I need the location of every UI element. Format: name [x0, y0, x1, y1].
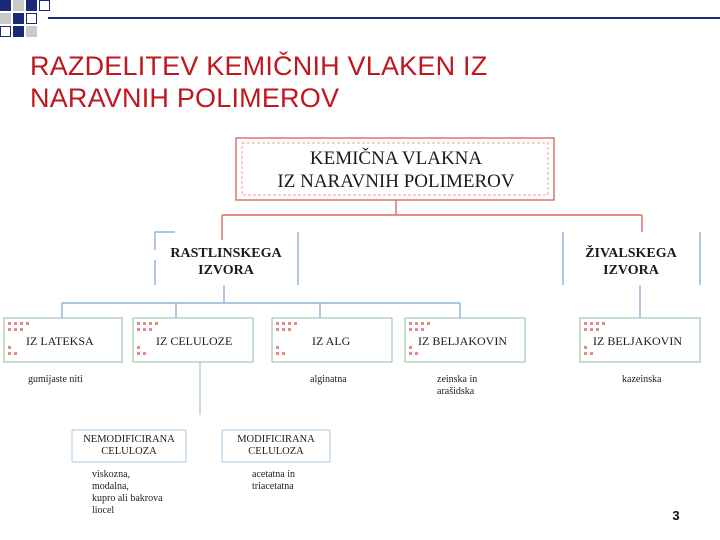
level1-label-plant-line1: RASTLINSKEGA: [170, 246, 282, 261]
level3-label-modified: [222, 434, 330, 458]
level3-label-modified-line1: MODIFICIRANA: [237, 434, 315, 445]
level3-label-unmodified-line1: NEMODIFICIRANA: [83, 434, 175, 445]
level3-label-unmodified-line2: CELULOZA: [101, 446, 157, 457]
note-latex: gumijaste niti: [28, 374, 83, 385]
page-number: 3: [672, 508, 680, 523]
note-unmodified-line2: modalna,: [92, 481, 129, 492]
level3-label-modified-line2: CELULOZA: [248, 446, 304, 457]
root-label-line1: KEMIČNA VLAKNA: [309, 148, 483, 169]
level2-label-protein-animal: IZ BELJAKOVIN: [593, 334, 682, 348]
note-unmodified: [92, 469, 163, 517]
level1-label-plant-line2: IZVORA: [198, 263, 254, 278]
note-unmodified-line1: viskozna,: [92, 469, 131, 480]
level1-label-animal: [560, 245, 702, 279]
level1-label-plant: [150, 245, 302, 279]
note-modified-line1: acetatna in: [252, 469, 296, 480]
level2-label-latex: IZ LATEKSA: [26, 334, 94, 348]
note-unmodified-line4: liocel: [92, 505, 115, 516]
level1-label-animal-line2: IZVORA: [603, 263, 659, 278]
level1-label-animal-line1: ŽIVALSKEGA: [585, 246, 677, 261]
note-unmodified-line3: kupro ali bakrova: [92, 493, 163, 504]
note-protein-plant-line2: arašidska: [437, 386, 475, 397]
root-connectors: [222, 200, 642, 240]
level2-label-algae: IZ ALG: [312, 334, 351, 348]
note-modified: [252, 469, 295, 493]
slide-title-line2: NARAVNIH POLIMEROV: [30, 83, 340, 113]
note-protein-plant: [437, 374, 477, 398]
level2-label-cellulose: IZ CELULOZE: [156, 334, 233, 348]
slide-title-line1: RAZDELITEV KEMIČNIH VLAKEN IZ: [30, 51, 488, 81]
note-protein-animal: kazeinska: [622, 374, 662, 385]
note-algae: alginatna: [310, 374, 347, 385]
root-label: [240, 147, 552, 193]
root-label-line2: IZ NARAVNIH POLIMEROV: [277, 171, 515, 192]
level3-label-unmodified: [72, 434, 186, 458]
level1-connectors: [62, 285, 640, 318]
level2-label-protein-plant: IZ BELJAKOVIN: [418, 334, 507, 348]
note-protein-plant-line1: zeinska in: [437, 374, 478, 385]
note-modified-line2: triacetatna: [252, 481, 294, 492]
